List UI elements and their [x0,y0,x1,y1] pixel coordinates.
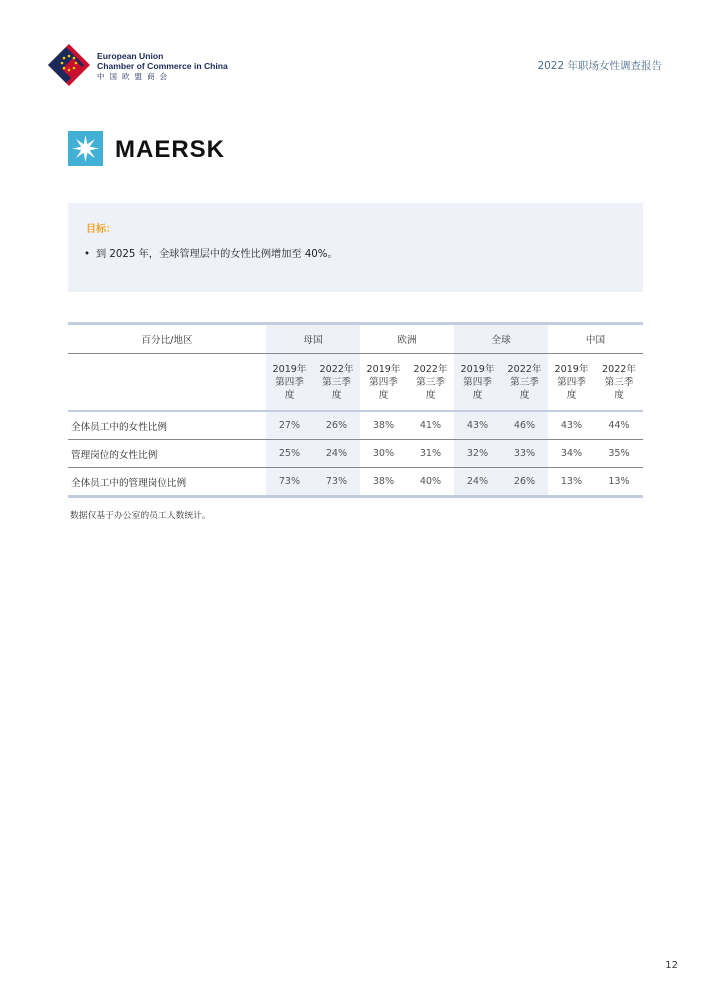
table-cell: 27% [266,412,313,440]
region-header-china: 中国 [585,335,606,346]
table-cell: 26% [313,412,360,440]
period-header: 2019年 第四季 度 [454,354,501,410]
bullet-icon: • [84,249,91,260]
org-name-line1: European Union [97,51,164,61]
period-header-empty [68,354,266,410]
period-header: 2019年 第四季 度 [366,363,401,401]
table-corner-label: 百分比/地区 [141,335,193,346]
table-cell: 24% [454,468,501,496]
goal-label: 目标： [86,224,116,235]
table-cell: 30% [360,440,407,468]
period-header: 2019年 第四季 度 [554,363,589,401]
data-table [68,322,643,498]
table-cell: 32% [454,440,501,468]
period-header: 2022年 第三季 度 [601,363,636,401]
region-header-europe: 欧洲 [397,335,417,346]
table-cell: 13% [608,476,630,487]
table-cell: 44% [595,412,643,440]
period-header: 2019年 第四季 度 [266,354,313,410]
table-cell: 41% [407,412,454,440]
report-title: 2022 年职场女性调查报告 [537,60,662,72]
table-cell: 31% [407,440,454,468]
table-cell: 25% [266,440,313,468]
region-header-global: 全球 [454,325,548,353]
table-cell: 13% [560,476,583,487]
table-row [68,412,643,440]
table-cell: 34% [548,440,595,468]
goal-item-text: 到 2025 年，全球管理层中的女性比例增加至 40%。 [96,249,338,260]
table-cell: 73% [313,468,360,496]
page-number: 12 [665,960,678,971]
org-name-cn: 中国欧盟商会 [97,72,172,81]
goal-box [68,203,643,292]
eu-chamber-logo-icon [48,44,90,86]
goal-item [84,245,338,260]
table-cell: 26% [501,468,548,496]
table-footnote: 数据仅基于办公室的员工人数统计。 [70,511,211,521]
table-cell: 43% [454,412,501,440]
period-header: 2022年 第三季 度 [313,354,360,410]
table-cell: 38% [372,476,395,487]
row-label: 全体员工中的管理岗位比例 [71,477,187,489]
org-name-line2: Chamber of Commerce in China [97,61,228,71]
table-cell: 46% [501,412,548,440]
row-label: 全体员工中的女性比例 [68,412,266,440]
maersk-star-icon [68,131,103,166]
company-name: MAERSK [115,136,226,163]
table-cell: 38% [360,412,407,440]
table-cell: 73% [266,468,313,496]
table-cell: 40% [419,476,442,487]
table-cell: 43% [548,412,595,440]
row-label: 管理岗位的女性比例 [68,440,266,468]
table-cell: 35% [595,440,643,468]
table-cell: 24% [313,440,360,468]
table-row [68,440,643,468]
table-cell: 33% [501,440,548,468]
table-row [68,468,643,496]
org-name [97,51,228,82]
period-header: 2022年 第三季 度 [501,354,548,410]
region-header-home: 母国 [266,325,360,353]
period-header: 2022年 第三季 度 [413,363,448,401]
